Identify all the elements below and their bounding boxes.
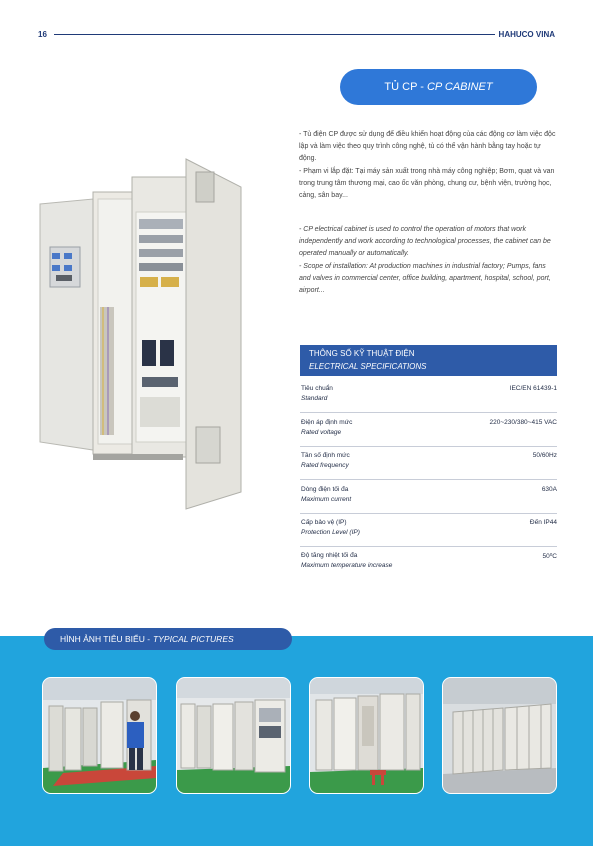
spec-label-vi: Tiêu chuẩn	[301, 385, 333, 392]
gallery-title-vi: HÌNH ẢNH TIÊU BIỂU -	[60, 634, 151, 644]
title-vi: TỦ CP -	[384, 81, 424, 93]
spec-value: 50/60Hz	[532, 452, 557, 459]
spec-value: 630A	[541, 486, 557, 493]
spec-label-vi: Điện áp định mức	[301, 419, 353, 426]
spec-label-en: Maximum temperature increase	[301, 562, 393, 569]
description-english	[299, 224, 558, 297]
spec-row-rated-voltage	[300, 414, 557, 447]
spec-value: Đến IP44	[529, 519, 557, 526]
spec-row-max-temperature	[300, 547, 557, 579]
typical-photo-2	[176, 677, 291, 794]
typical-photo-3	[309, 677, 424, 794]
spec-label-vi: Dòng điện tối đa	[301, 486, 349, 493]
desc-vi-paragraph: - Phạm vi lắp đặt: Tại máy sản xuất trong nhà máy công nghiệp; Bơm, quạt và van trong trung tâm thương mại, cao ốc văn phòng, chung cư, bệnh viện, trường học, cảng, sân bay...	[299, 167, 555, 200]
desc-en-paragraph: - Scope of installation: At production machines in industrial factory; Pumps, fans and valves in commercial center, office building, apartment, hospital, school, port, airport...	[299, 262, 551, 295]
gallery-title-en: TYPICAL PICTURES	[153, 634, 234, 644]
spec-label-en: Rated voltage	[301, 429, 342, 436]
desc-vi-paragraph: - Tủ điện CP được sử dụng để điều khiển hoạt động của các động cơ làm việc độc lập và làm việc theo quy trình công nghệ, tủ có thể vận hành bằng tay hoặc tự động.	[299, 131, 556, 163]
specs-header	[300, 345, 557, 376]
desc-en-paragraph: - CP electrical cabinet is used to control the operation of motors that work independently and work according to technological processes, the cabinet can be operated manually or automatically.	[299, 226, 551, 258]
brand-name: HAHUCO VINA	[498, 30, 555, 39]
page-number: 16	[38, 30, 47, 39]
spec-row-maximum-current	[300, 481, 557, 514]
typical-photo-4	[442, 677, 557, 794]
spec-label-vi: Độ tăng nhiệt tối đa	[301, 552, 358, 559]
spec-row-protection-level	[300, 514, 557, 547]
spec-value: IEC/EN 61439-1	[509, 385, 557, 392]
spec-row-standard	[300, 380, 557, 413]
typical-photo-1	[42, 677, 157, 794]
header-rule	[54, 34, 495, 35]
title-en: CP CABINET	[426, 81, 493, 93]
specs-header-vi: THÔNG SỐ KỸ THUẬT ĐIỆN	[309, 349, 415, 358]
product-title	[340, 69, 537, 105]
spec-label-en: Protection Level (IP)	[301, 529, 360, 536]
spec-value: 220~230/380~415 VAC	[489, 419, 557, 426]
spec-value: 50⁰C	[542, 553, 557, 560]
spec-label-en: Rated frequency	[301, 462, 349, 469]
spec-label-vi: Cấp bảo vệ (IP)	[301, 519, 347, 526]
gallery-title	[44, 628, 292, 650]
spec-row-rated-frequency	[300, 447, 557, 480]
cp-cabinet-image	[36, 157, 250, 515]
spec-label-en: Standard	[301, 395, 328, 402]
spec-label-en: Maximum current	[301, 496, 352, 503]
page-header	[38, 30, 555, 42]
description-vietnamese	[299, 129, 558, 202]
spec-label-vi: Tần số định mức	[301, 452, 350, 459]
specs-header-en: ELECTRICAL SPECIFICATIONS	[309, 362, 427, 371]
